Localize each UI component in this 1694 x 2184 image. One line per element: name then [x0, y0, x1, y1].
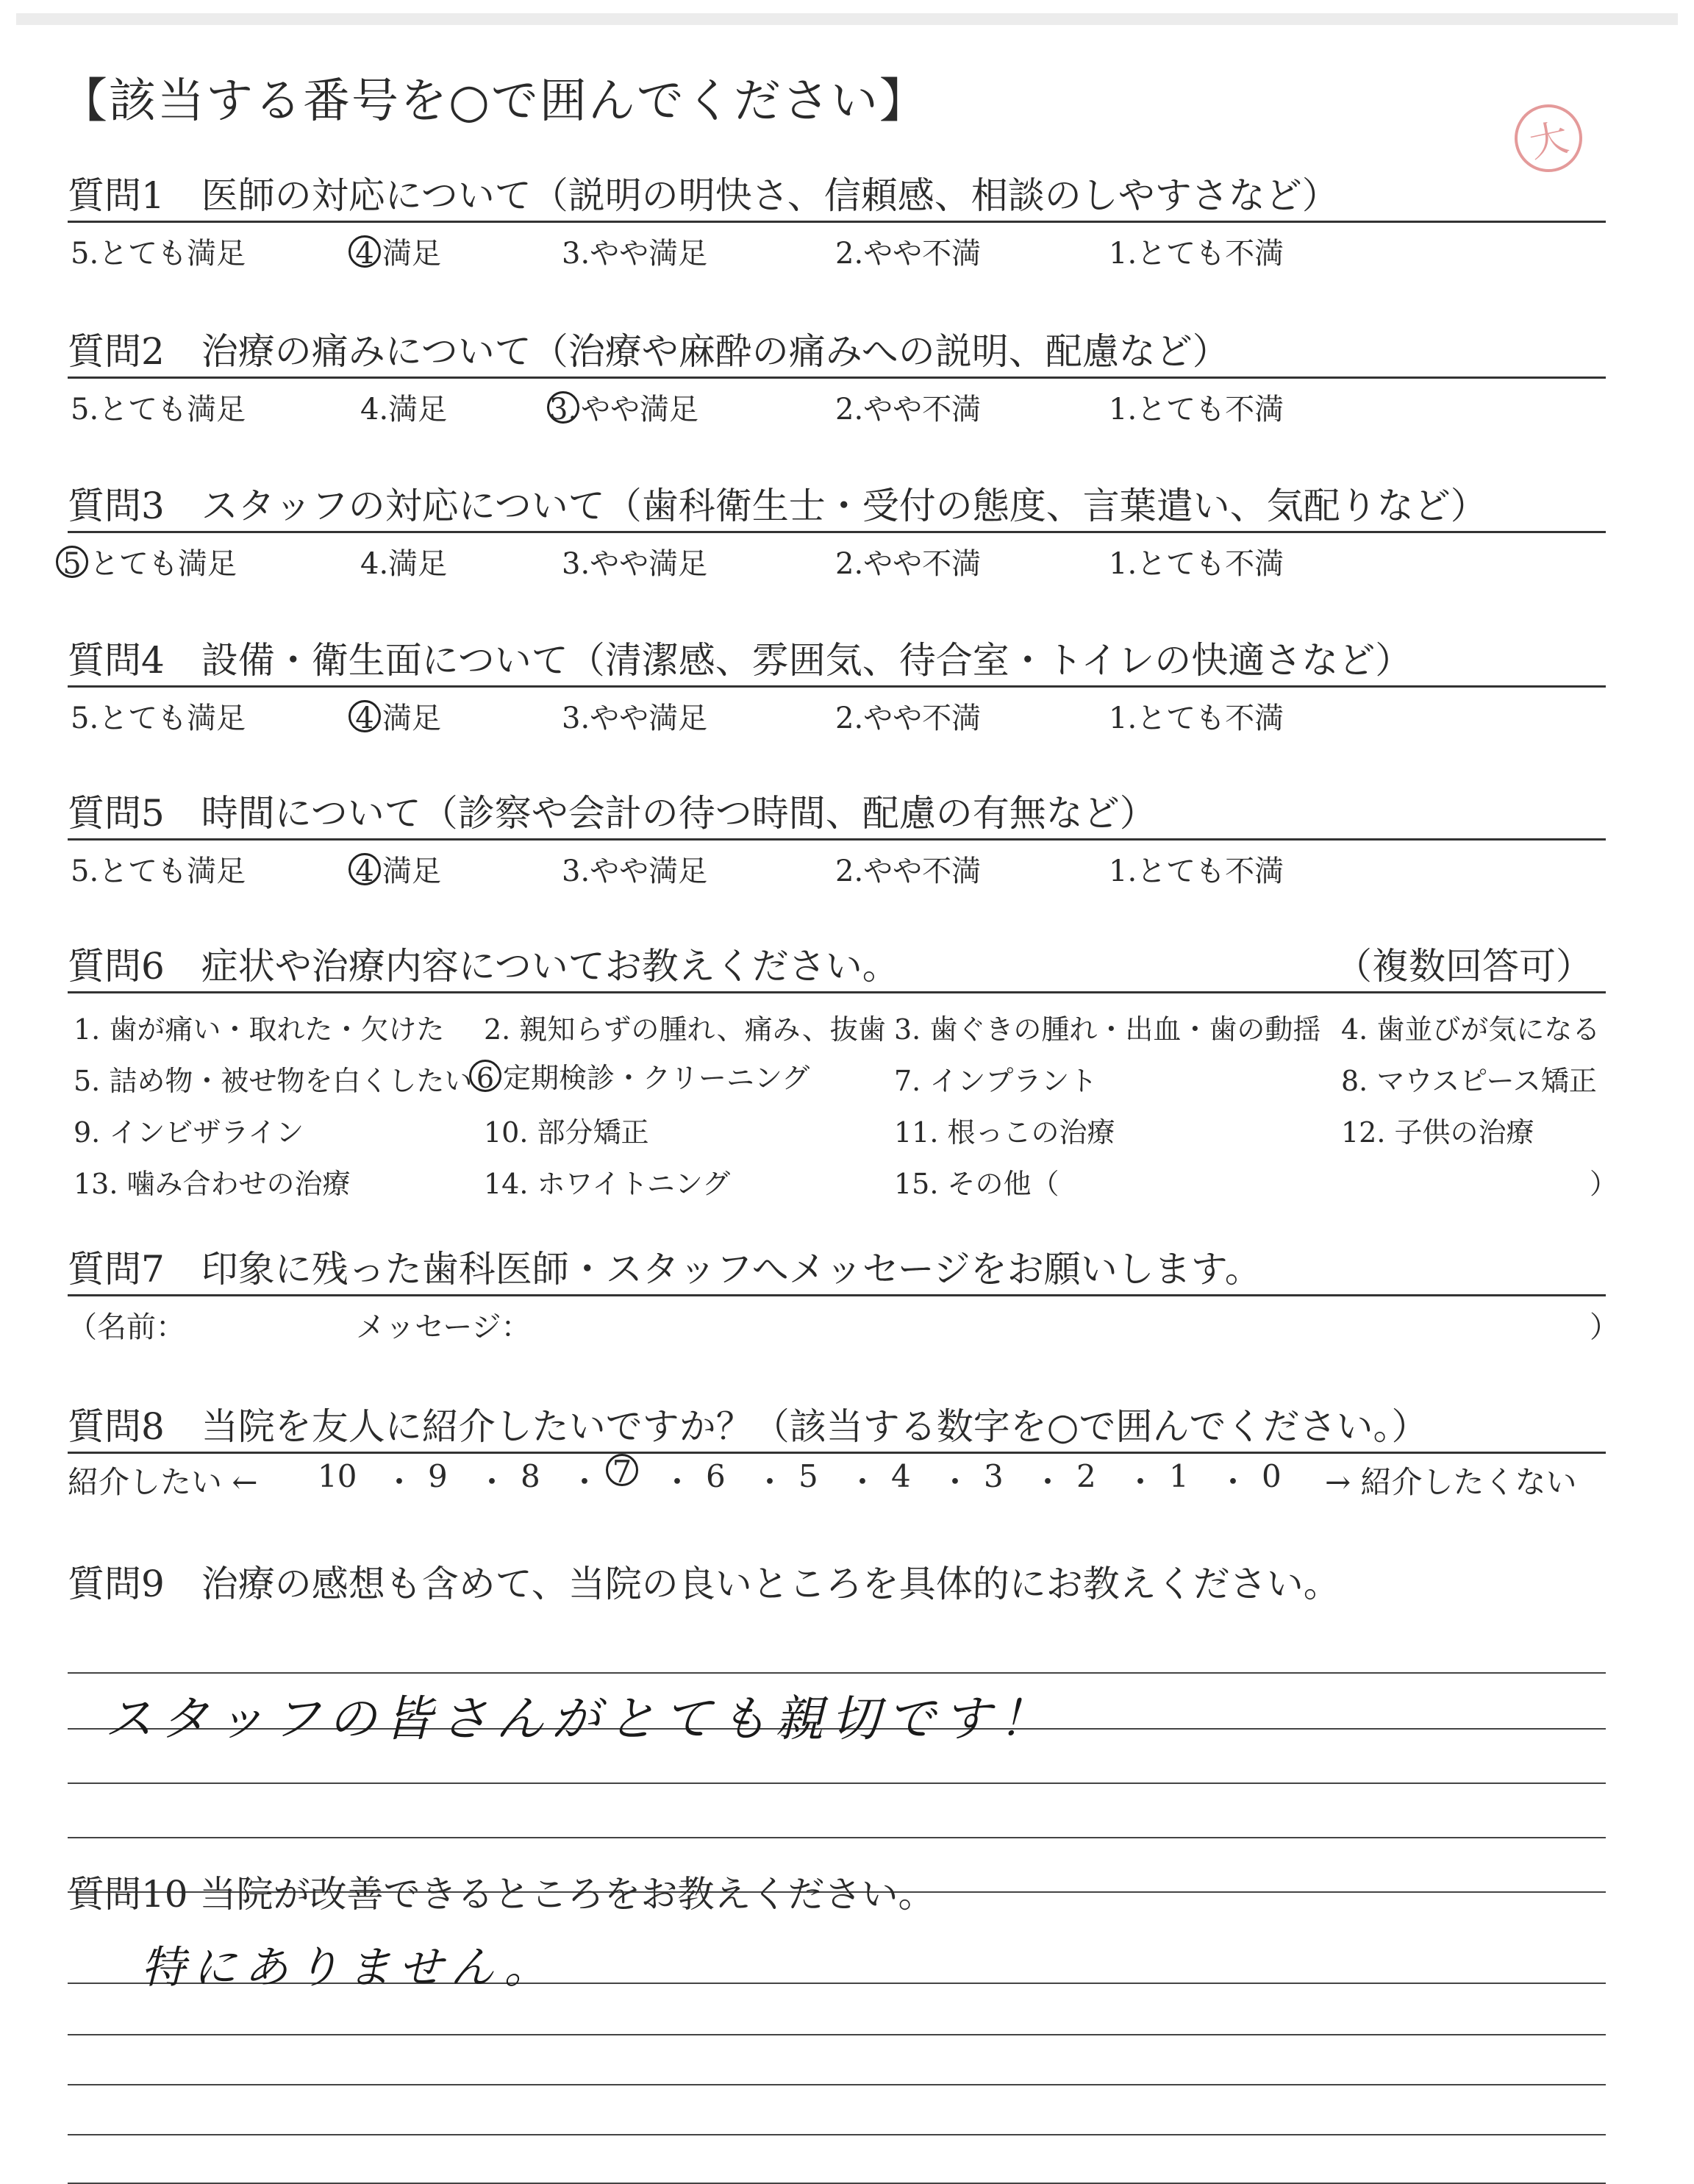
q6-item[interactable]: 7. インプラント: [894, 1065, 1098, 1097]
scale-2[interactable]: 2: [1076, 1458, 1096, 1494]
question-3: [62, 484, 1606, 585]
option-number: 4.: [360, 393, 389, 427]
option-label: 満足: [382, 702, 441, 735]
q6-other-close: ）: [1590, 1168, 1618, 1200]
question-7: [68, 1247, 1619, 1348]
selected-circle: 3.: [547, 391, 579, 424]
q3-option-4[interactable]: [360, 540, 447, 582]
q3-option-5-selected[interactable]: [56, 540, 237, 582]
q4-option-2[interactable]: [835, 695, 981, 737]
question-9: [68, 1562, 1606, 1747]
option-number: 1.: [1109, 854, 1137, 888]
question-6-heading: [68, 944, 1606, 993]
q5-option-4-selected[interactable]: [349, 848, 441, 890]
handwritten-answer-9: スタッフの皆さんがとても親切です！: [104, 1691, 1054, 1747]
option-label: とても満足: [99, 702, 246, 735]
scale-dot: ・: [940, 1464, 971, 1500]
selected-circle: 4: [349, 235, 381, 268]
option-number: 3.: [562, 702, 590, 735]
option-number: 2.: [835, 237, 864, 271]
scale-dot: ・: [1032, 1464, 1064, 1500]
option-label: やや満足: [590, 547, 708, 581]
option-number: 3.: [562, 237, 590, 271]
scale-5[interactable]: 5: [798, 1458, 818, 1494]
q5-option-2[interactable]: [835, 848, 981, 890]
q1-option-3[interactable]: [562, 230, 707, 272]
option-label: やや満足: [590, 854, 708, 888]
q1-option-4-selected[interactable]: [349, 230, 441, 272]
ruled-line: [68, 1672, 1606, 1674]
q4-option-4-selected[interactable]: [349, 695, 441, 737]
message-label: メッセージ：: [356, 1310, 531, 1344]
option-label: やや満足: [590, 702, 708, 735]
option-label: とても満足: [99, 237, 246, 271]
option-number: 1.: [1109, 547, 1137, 581]
multiple-answers-note: （複数回答可）: [1335, 945, 1593, 988]
option-label: やや満足: [581, 393, 698, 427]
option-label: とても不満: [1137, 237, 1284, 271]
ruled-line: [68, 1782, 1606, 1784]
scale-6[interactable]: 6: [706, 1458, 726, 1494]
q1-option-2[interactable]: [835, 230, 981, 272]
q6-item[interactable]: 15. その他（: [894, 1168, 1059, 1200]
q6-item[interactable]: 4. 歯並びが気になる: [1341, 1013, 1601, 1046]
q2-option-2[interactable]: [835, 386, 981, 428]
q6-item[interactable]: 9. インビザライン: [74, 1116, 304, 1149]
question-2-heading: 質問2 治療の痛みについて（治療や麻酔の痛みへの説明、配慮など）: [68, 329, 1606, 379]
scale-4[interactable]: 4: [891, 1458, 911, 1494]
question-10-heading: 質問10 当院が改善できるところをお教えください。: [68, 1873, 935, 1916]
q6-item[interactable]: 8. マウスピース矯正: [1341, 1065, 1597, 1097]
option-number: 5.: [71, 393, 99, 427]
name-label: （名前：: [68, 1310, 185, 1344]
q6-item[interactable]: 13. 噛み合わせの治療: [74, 1168, 351, 1200]
scale-dot: ・: [476, 1464, 508, 1500]
scale-9[interactable]: 9: [428, 1458, 448, 1494]
q4-option-5[interactable]: [71, 695, 246, 737]
q2-option-5[interactable]: [71, 386, 246, 428]
q4-option-1[interactable]: [1109, 695, 1284, 737]
question-1-heading: 質問1 医師の対応について（説明の明快さ、信頼感、相談のしやすさなど）: [68, 174, 1606, 223]
question-6-text: 質問6 症状や治療内容についてお教えください。: [68, 945, 899, 988]
item-label: 定期検診・クリーニング: [503, 1062, 810, 1094]
option-number: 4.: [360, 547, 389, 581]
option-label: とても不満: [1137, 854, 1284, 888]
q5-option-5[interactable]: [71, 848, 246, 890]
option-label: とても満足: [99, 393, 246, 427]
scale-1[interactable]: 1: [1169, 1458, 1189, 1494]
option-label: やや不満: [863, 393, 982, 427]
ruled-line: [68, 2134, 1606, 2135]
option-label: やや不満: [863, 854, 982, 888]
option-label: やや不満: [863, 547, 982, 581]
question-10: [68, 1872, 1606, 1994]
scan-top-band: [16, 13, 1678, 25]
question-6-items: [68, 993, 1618, 1207]
option-label: とても不満: [1137, 393, 1284, 427]
scale-8[interactable]: 8: [521, 1458, 540, 1494]
q2-option-4[interactable]: [360, 386, 447, 428]
q3-option-3[interactable]: [562, 540, 707, 582]
scale-dot: ・: [1218, 1464, 1249, 1500]
option-number: 5.: [71, 237, 99, 271]
option-number: 1.: [1109, 702, 1137, 735]
q5-option-3[interactable]: [562, 848, 707, 890]
question-5: [68, 791, 1606, 892]
option-label: やや不満: [863, 237, 982, 271]
scale-7-selected[interactable]: 7: [606, 1454, 638, 1486]
option-label: 満足: [388, 393, 448, 427]
question-4-heading: 質問4 設備・衛生面について（清潔感、雰囲気、待合室・トイレの快適さなど）: [68, 638, 1606, 688]
q3-option-2[interactable]: [835, 540, 981, 582]
recommend-scale: [68, 1454, 1606, 1505]
question-8: [68, 1405, 1606, 1505]
option-label: やや不満: [863, 702, 982, 735]
q3-option-1[interactable]: [1109, 540, 1284, 582]
question-3-heading: 質問3 スタッフの対応について（歯科衛生士・受付の態度、言葉遣い、気配りなど）: [68, 484, 1606, 533]
message-close: ）: [1590, 1310, 1619, 1344]
hanko-stamp: [1508, 98, 1588, 178]
q6-item[interactable]: 11. 根っこの治療: [894, 1116, 1115, 1149]
question-1-options: [68, 223, 1606, 274]
q2-option-3-selected[interactable]: [547, 386, 698, 428]
option-label: とても満足: [99, 854, 246, 888]
handwritten-answer-10: 特にありません。: [141, 1942, 556, 1994]
ruled-line: [68, 2084, 1606, 2085]
ruled-line: [68, 1837, 1606, 1838]
q1-option-5[interactable]: [71, 230, 246, 272]
option-number: 3.: [562, 854, 590, 888]
question-7-fields: [68, 1296, 1619, 1348]
question-5-options: [68, 841, 1606, 892]
q6-item[interactable]: 10. 部分矯正: [484, 1116, 649, 1149]
question-2-options: [68, 379, 1606, 430]
option-label: 満足: [382, 237, 441, 271]
question-8-heading: 質問8 当院を友人に紹介したいですか？（該当する数字を○で囲んでください。）: [68, 1405, 1606, 1454]
question-1: [68, 174, 1606, 274]
question-2: [68, 329, 1606, 430]
question-7-heading: 質問7 印象に残った歯科医師・スタッフへメッセージをお願いします。: [68, 1247, 1606, 1296]
scale-10[interactable]: 10: [318, 1458, 357, 1494]
ruled-line: [68, 2034, 1606, 2035]
scale-dot: ・: [754, 1464, 786, 1500]
scale-dot: ・: [662, 1464, 693, 1500]
question-3-options: [62, 533, 1606, 585]
question-6: [68, 944, 1618, 1207]
option-number: 2.: [835, 393, 864, 427]
selected-circle: 4: [349, 853, 381, 885]
q6-item[interactable]: 5. 詰め物・被せ物を白くしたい: [74, 1065, 473, 1097]
option-label: とても満足: [90, 547, 237, 581]
q5-option-1[interactable]: [1109, 848, 1284, 890]
option-number: 2.: [835, 854, 864, 888]
scale-dot: ・: [1125, 1464, 1157, 1500]
q6-item-6-selected[interactable]: [469, 1055, 810, 1096]
option-number: 3.: [562, 547, 590, 581]
scale-left-label: 紹介したい ←: [68, 1464, 258, 1500]
scale-3[interactable]: 3: [984, 1458, 1004, 1494]
selected-circle: 6: [469, 1060, 501, 1092]
option-number: 2.: [835, 547, 864, 581]
scale-dot: ・: [569, 1464, 601, 1500]
question-4-options: [68, 688, 1606, 739]
option-number: 1.: [1109, 393, 1137, 427]
form-title: 【該当する番号を○で囲んでください】: [60, 74, 928, 129]
q4-option-3[interactable]: [562, 695, 707, 737]
selected-circle: 4: [349, 700, 381, 732]
question-5-heading: 質問5 時間について（診察や会計の待つ時間、配慮の有無など）: [68, 791, 1606, 841]
q6-item[interactable]: 14. ホワイトニング: [484, 1168, 731, 1200]
hanko-char: 大: [1526, 115, 1573, 167]
scale-0[interactable]: 0: [1262, 1458, 1282, 1494]
option-label: 満足: [388, 547, 448, 581]
selected-circle: 5: [56, 546, 88, 578]
q6-item[interactable]: 2. 親知らずの腫れ、痛み、抜歯: [484, 1013, 886, 1046]
option-label: とても不満: [1137, 547, 1284, 581]
option-label: やや満足: [590, 237, 708, 271]
q1-option-1[interactable]: [1109, 230, 1284, 272]
q6-item[interactable]: 1. 歯が痛い・取れた・欠けた: [74, 1013, 445, 1046]
option-number: 5.: [71, 854, 99, 888]
question-9-heading: 質問9 治療の感想も含めて、当院の良いところを具体的にお教えください。: [68, 1563, 1340, 1605]
option-number: 5.: [71, 702, 99, 735]
option-label: 満足: [382, 854, 441, 888]
q6-item[interactable]: 3. 歯ぐきの腫れ・出血・歯の動揺: [894, 1013, 1321, 1046]
q2-option-1[interactable]: [1109, 386, 1284, 428]
option-number: 1.: [1109, 237, 1137, 271]
scale-dot: ・: [847, 1464, 879, 1500]
option-label: とても不満: [1137, 702, 1284, 735]
scale-dot: ・: [384, 1464, 415, 1500]
scale-right-label: → 紹介したくない: [1325, 1464, 1577, 1500]
question-4: [68, 638, 1606, 739]
option-number: 2.: [835, 702, 864, 735]
q6-item[interactable]: 12. 子供の治療: [1341, 1116, 1534, 1149]
